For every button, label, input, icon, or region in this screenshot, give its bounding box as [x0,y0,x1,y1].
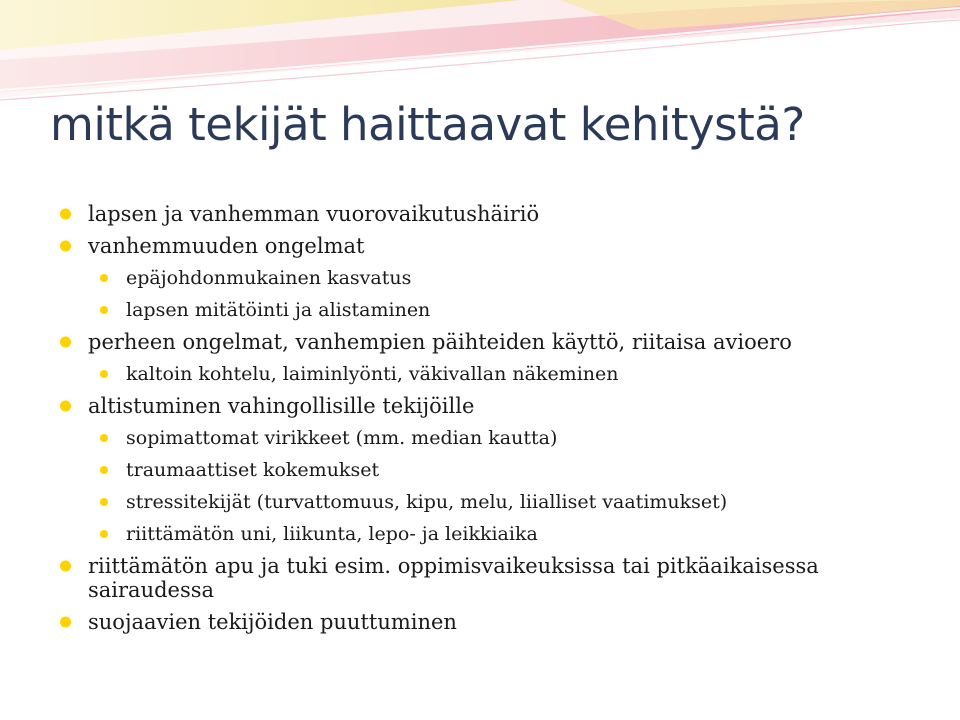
bullet-text: suojaavien tekijöiden puuttuminen [88,610,457,634]
bullet-text: vanhemmuuden ongelmat [88,234,365,258]
bullet-text: riittämätön uni, liikunta, lepo- ja leikkiaika [126,523,538,545]
bullet-text: altistuminen vahingollisille tekijöille [88,394,475,418]
bullet-text: stressitekijät (turvattomuus, kipu, melu, liialliset vaatimukset) [126,491,728,513]
list-item [58,330,918,354]
list-item [58,298,918,322]
slide-title: mitkä tekijät haittaavat kehitystä? [50,98,805,151]
list-item [58,266,918,290]
bullet-list [58,202,918,642]
list-item [58,554,918,602]
bullet-dot-icon [100,274,108,282]
bullet-text: kaltoin kohtelu, laiminlyönti, väkivallan näkeminen [126,363,619,385]
bullet-dot-icon [100,434,108,442]
bullet-dot-icon [60,617,71,628]
bullet-dot-icon [100,530,108,538]
bullet-dot-icon [60,561,71,572]
list-item [58,610,918,634]
bullet-text: traumaattiset kokemukset [126,459,380,481]
bullet-dot-icon [60,401,71,412]
bullet-dot-icon [60,209,71,220]
bullet-dot-icon [100,370,108,378]
bullet-dot-icon [100,466,108,474]
list-item [58,394,918,418]
bullet-text: perheen ongelmat, vanhempien päihteiden käyttö, riitaisa avioero [88,330,792,354]
list-item [58,362,918,386]
bullet-dot-icon [60,337,71,348]
bullet-dot-icon [60,241,71,252]
list-item [58,426,918,450]
bullet-text: sopimattomat virikkeet (mm. median kautta) [126,427,558,449]
list-item [58,490,918,514]
bullet-text: lapsen ja vanhemman vuorovaikutushäiriö [88,202,540,226]
list-item [58,522,918,546]
bullet-dot-icon [100,498,108,506]
list-item [58,202,918,226]
bullet-text: riittämätön apu ja tuki esim. oppimisvaikeuksissa tai pitkäaikaisessa sairaudessa [88,554,819,602]
list-item [58,234,918,258]
decorative-header-band [0,0,960,110]
bullet-text: epäjohdonmukainen kasvatus [126,267,412,289]
list-item [58,458,918,482]
bullet-dot-icon [100,306,108,314]
bullet-text: lapsen mitätöinti ja alistaminen [126,299,431,321]
